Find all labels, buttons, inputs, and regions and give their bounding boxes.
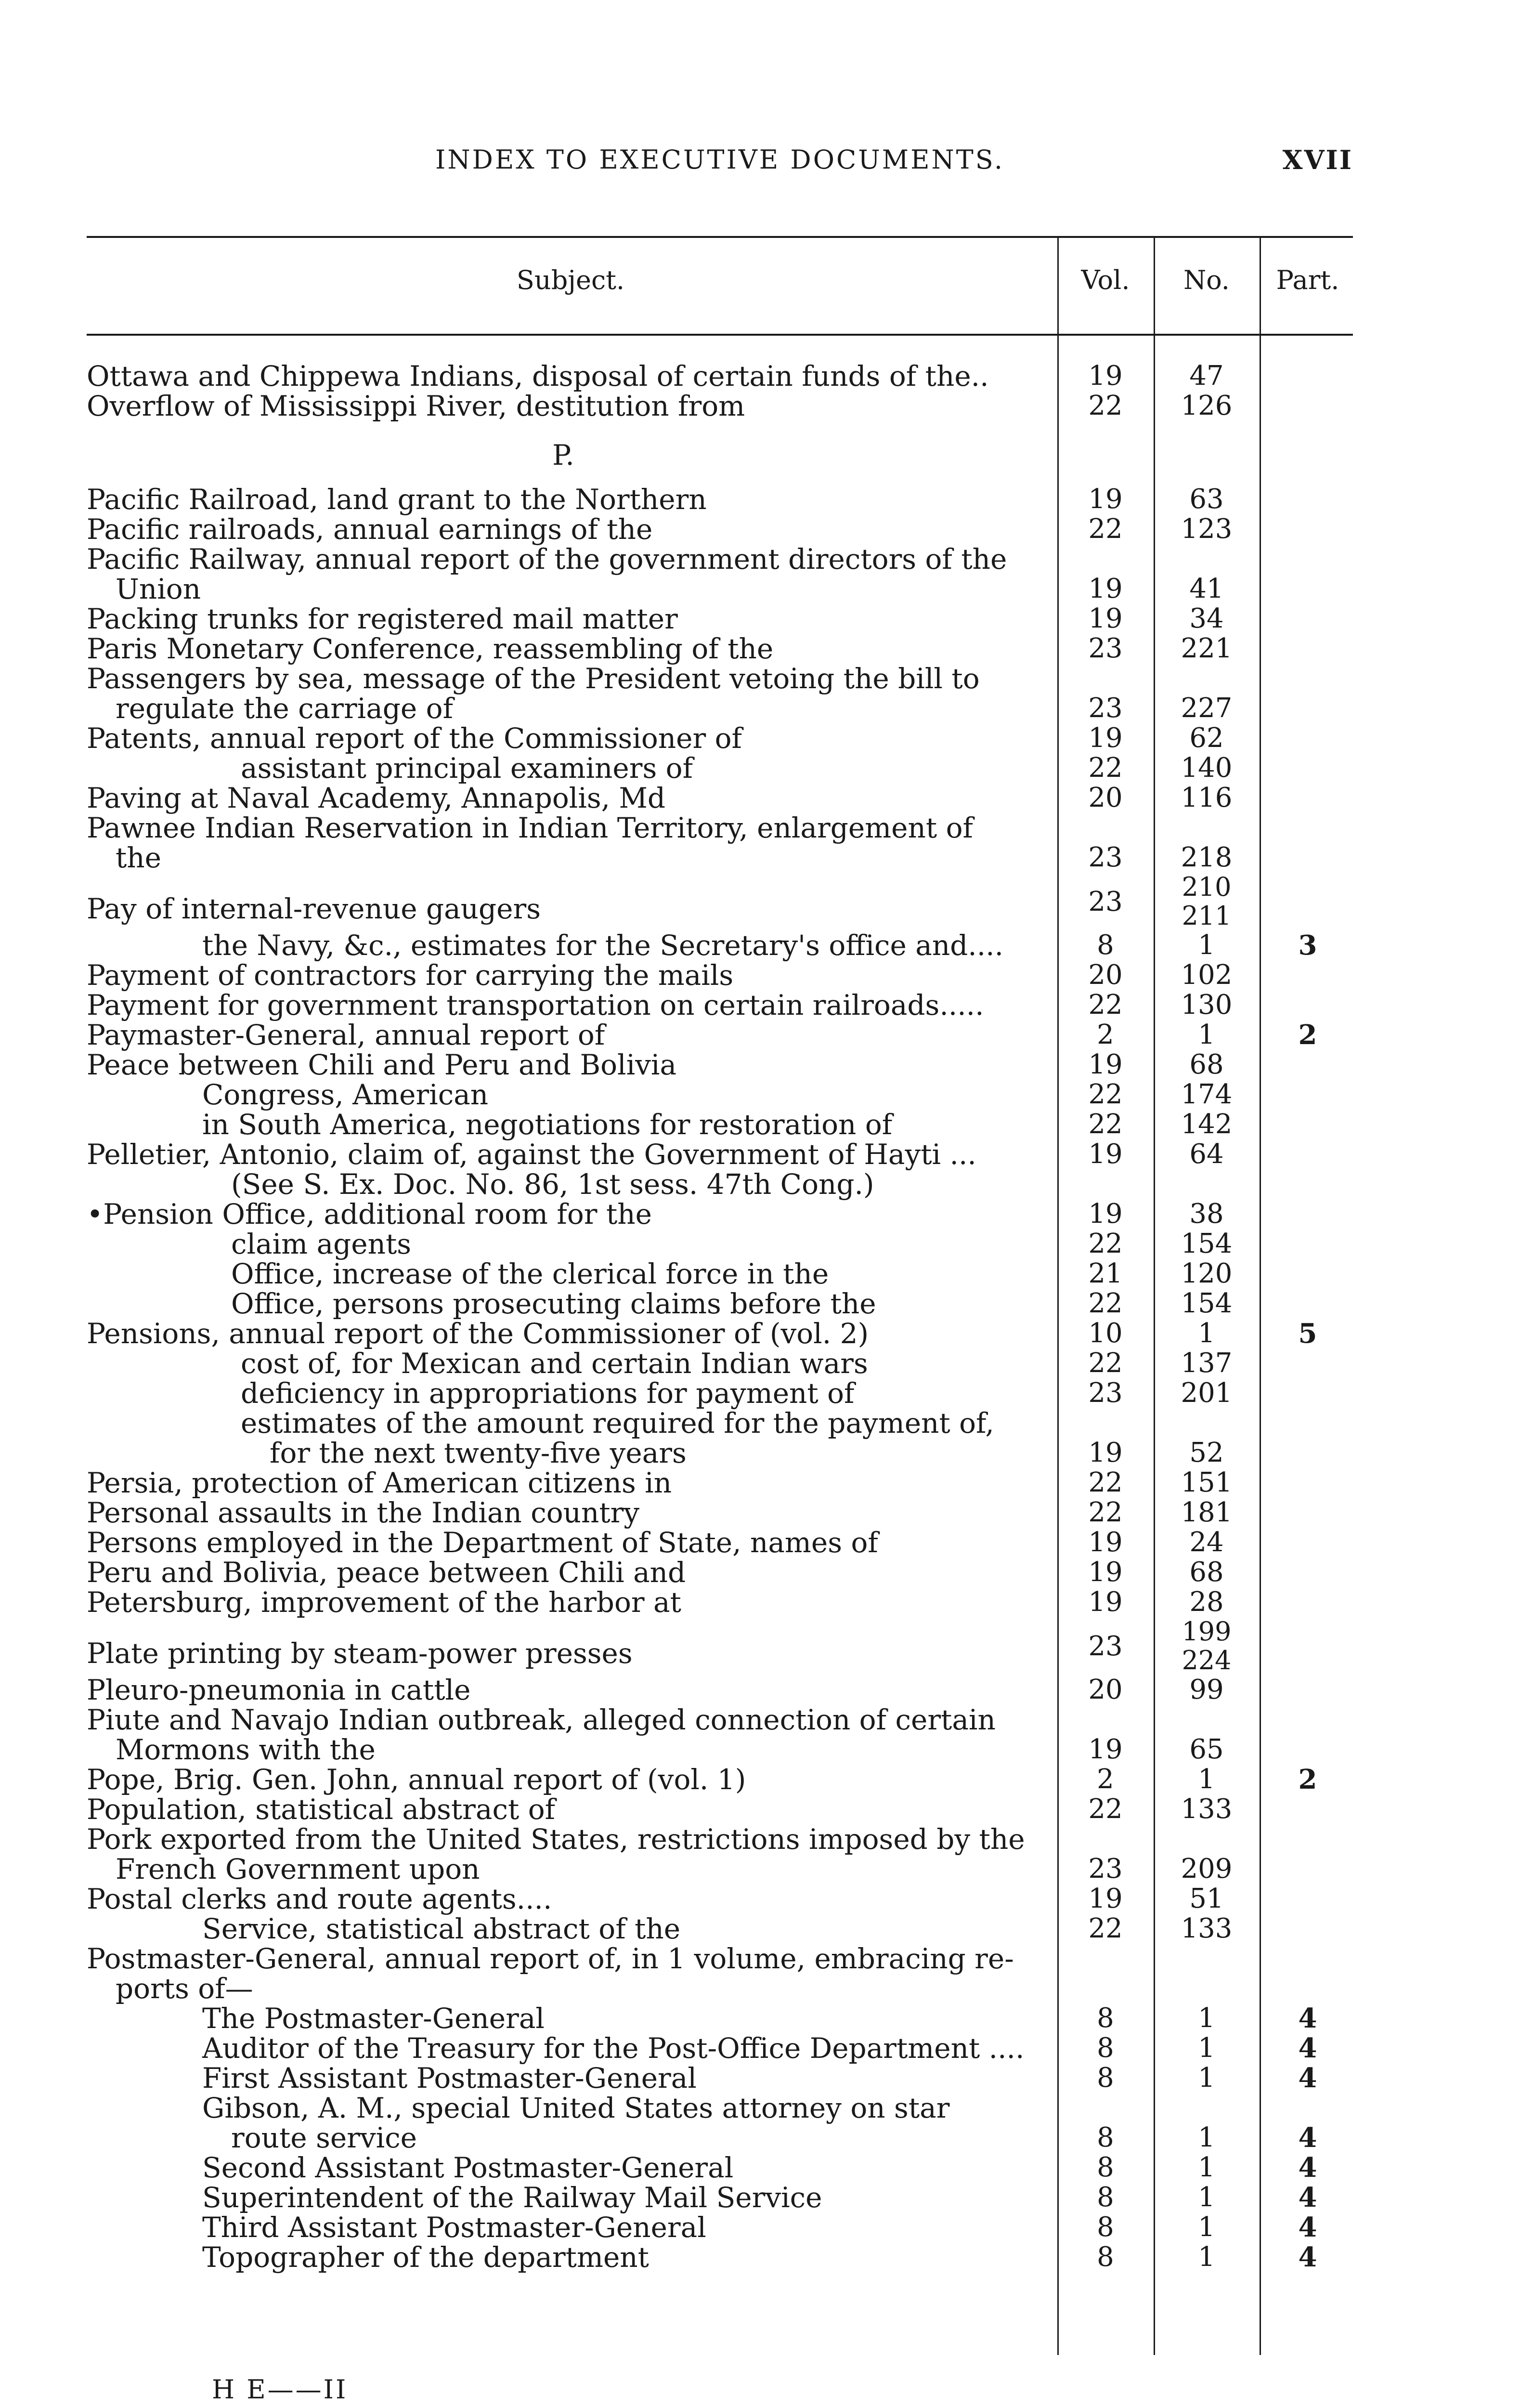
index-entry-row: [87, 604, 1358, 634]
index-entry-row: [87, 2093, 1358, 2123]
entry-no: 68: [1189, 1049, 1224, 1080]
index-entry-row: [87, 574, 1358, 604]
entry-vol: 20: [1088, 959, 1123, 991]
entry-subject: Personal assaults in the Indian country: [87, 1496, 640, 1529]
entry-vol: 22: [1088, 1348, 1123, 1379]
entry-no: 47: [1189, 360, 1224, 392]
entry-vol: 22: [1088, 390, 1123, 421]
entry-vol: 19: [1088, 1883, 1123, 1914]
entry-vol: 22: [1088, 1109, 1123, 1140]
column-header-part: Part.: [1276, 265, 1339, 295]
index-entry-row: [87, 2183, 1358, 2212]
entry-no-brace-item: 211: [1182, 901, 1232, 931]
entry-no: 65: [1189, 1734, 1224, 1765]
entry-subject: deficiency in appropriations for payment of: [241, 1377, 855, 1410]
entry-vol: 23: [1088, 886, 1123, 917]
entry-vol: 8: [1097, 2212, 1114, 2243]
entry-part: 4: [1298, 2062, 1317, 2094]
entry-no: 52: [1189, 1437, 1224, 1468]
index-entry-row: [87, 544, 1358, 574]
entry-no: 218: [1181, 842, 1233, 873]
entry-subject: Office, persons prosecuting claims before the: [231, 1287, 876, 1320]
entry-subject: claim agents: [231, 1228, 412, 1260]
index-entry-row: [87, 514, 1358, 544]
entry-vol: 19: [1088, 1586, 1123, 1618]
index-entry-row: [87, 664, 1358, 694]
entry-subject: Paymaster-General, annual report of: [87, 1019, 605, 1051]
entry-no: 120: [1181, 1258, 1233, 1289]
entry-subject: Pensions, annual report of the Commissioner of (vol. 2): [87, 1317, 869, 1350]
index-entry-row: [87, 2242, 1358, 2272]
entry-subject: Paving at Naval Academy, Annapolis, Md: [87, 782, 666, 814]
entry-part: 4: [1298, 2212, 1317, 2243]
entry-subject: Payment of contractors for carrying the mails: [87, 959, 734, 992]
entry-vol: 8: [1097, 2241, 1114, 2273]
entry-no: 1: [1198, 1318, 1215, 1349]
index-entry-row: [87, 873, 1358, 930]
entry-vol: 22: [1088, 989, 1123, 1021]
entry-vol: 19: [1088, 1198, 1123, 1230]
entry-vol: 19: [1088, 1437, 1123, 1468]
entry-vol: 8: [1097, 2152, 1114, 2183]
entry-vol: 22: [1088, 1288, 1123, 1319]
index-entry-row: [87, 813, 1358, 843]
index-entry-row: [87, 1914, 1358, 1944]
entry-no: 221: [1181, 633, 1233, 664]
index-entry-row: [87, 1765, 1358, 1794]
index-entry-row: [87, 1378, 1358, 1408]
entry-no: 130: [1181, 989, 1233, 1021]
index-entry-row: [87, 1050, 1358, 1080]
entry-no: 68: [1189, 1557, 1224, 1588]
index-entry-row: [87, 1080, 1358, 1110]
entry-vol: 23: [1088, 842, 1123, 873]
index-entry-row: [87, 1854, 1358, 1884]
entry-subject: French Government upon: [116, 1853, 480, 1885]
running-head: [87, 144, 1353, 183]
entry-no-brace-item: 224: [1182, 1645, 1232, 1675]
entry-no-brace-item: 210: [1182, 872, 1232, 902]
entry-no: 140: [1181, 752, 1233, 784]
entry-subject: Topographer of the department: [202, 2241, 649, 2274]
index-entry-row: [87, 2033, 1358, 2063]
entry-vol: 19: [1088, 573, 1123, 604]
entry-vol: 22: [1088, 1793, 1123, 1825]
entry-no: 1: [1198, 2002, 1215, 2034]
entry-subject: Peru and Bolivia, peace between Chili and: [87, 1556, 686, 1589]
entry-subject: •Pension Office, additional room for the: [87, 1198, 652, 1230]
index-entry-row: [87, 2123, 1358, 2153]
entry-subject: Patents, annual report of the Commissioner of: [87, 722, 742, 755]
entry-no: 1: [1198, 2032, 1215, 2064]
index-entry-row: [87, 723, 1358, 753]
entry-no: 154: [1181, 1228, 1233, 1259]
index-entry-row: [87, 1705, 1358, 1735]
entry-vol: 8: [1097, 2002, 1114, 2034]
entry-subject: Congress, American: [202, 1078, 489, 1111]
entry-subject: Third Assistant Postmaster-General: [202, 2211, 706, 2244]
entry-subject: Population, statistical abstract of: [87, 1793, 556, 1826]
entry-part: 3: [1298, 929, 1317, 961]
entry-vol: 23: [1088, 633, 1123, 664]
entry-no: 151: [1181, 1467, 1233, 1498]
index-entry-row: [87, 1468, 1358, 1498]
entry-no: 133: [1181, 1793, 1233, 1825]
index-entry-row: [87, 783, 1358, 813]
column-header-no: No.: [1183, 265, 1230, 295]
page-number: XVII: [1282, 144, 1353, 175]
entry-part: 4: [1298, 2241, 1317, 2273]
entry-no: 1: [1198, 2122, 1215, 2153]
entry-part: 2: [1298, 1019, 1317, 1051]
entry-subject: Pork exported from the United States, restrictions imposed by the: [87, 1823, 1025, 1856]
entry-subject: (See S. Ex. Doc. No. 86, 1st sess. 47th Cong.): [231, 1168, 874, 1201]
entry-vol: 8: [1097, 2032, 1114, 2064]
signature-mark: H E——II: [212, 2374, 348, 2405]
index-entry-row: [87, 1557, 1358, 1587]
table-header-rule: [87, 334, 1353, 336]
entry-no: 1: [1198, 1019, 1215, 1050]
entry-part: 4: [1298, 2122, 1317, 2154]
entry-subject: Passengers by sea, message of the President vetoing the bill to: [87, 662, 980, 695]
entry-vol: 22: [1088, 513, 1123, 545]
index-entry-row: [87, 1438, 1358, 1468]
column-header-subject: Subject.: [516, 265, 625, 295]
entry-vol: 23: [1088, 1631, 1123, 1662]
entry-subject: Petersburg, improvement of the harbor at: [87, 1586, 681, 1619]
entry-vol: 19: [1088, 484, 1123, 515]
entry-vol: 23: [1088, 1853, 1123, 1885]
entry-no: 41: [1189, 573, 1224, 604]
entry-subject: The Postmaster-General: [202, 2002, 545, 2035]
entry-part: 2: [1298, 1764, 1317, 1795]
entry-subject: Service, statistical abstract of the: [202, 1912, 681, 1945]
index-entry-row: [87, 1348, 1358, 1378]
entry-vol: 22: [1088, 1228, 1123, 1259]
index-entry-row: [87, 930, 1358, 960]
entry-vol: 19: [1088, 722, 1123, 754]
index-entry-row: [87, 2003, 1358, 2033]
index-entry-row: [87, 484, 1358, 514]
entry-no: 1: [1198, 929, 1215, 961]
entry-vol: 19: [1088, 360, 1123, 392]
entry-part: 4: [1298, 2032, 1317, 2064]
entry-subject: First Assistant Postmaster-General: [202, 2062, 697, 2094]
entry-subject: Pacific Railroad, land grant to the Northern: [87, 483, 707, 516]
index-entry-row: [87, 1408, 1358, 1438]
entry-no: 209: [1181, 1853, 1233, 1885]
entry-no: 38: [1189, 1198, 1224, 1230]
entry-no: 116: [1181, 782, 1233, 813]
entry-no-brace: [1154, 873, 1260, 930]
entry-subject: estimates of the amount required for the payment of,: [241, 1407, 994, 1440]
entry-no: 99: [1189, 1674, 1224, 1705]
entry-vol: 21: [1088, 1258, 1123, 1289]
entry-vol: 2: [1097, 1764, 1114, 1795]
index-entry-row: [87, 843, 1358, 873]
entry-subject: for the next twenty-five years: [270, 1437, 687, 1469]
entry-subject: ports of—: [116, 1972, 253, 2005]
entry-subject: Persons employed in the Department of State, names of: [87, 1526, 878, 1559]
index-entry-row: [87, 1528, 1358, 1557]
index-entry-row: [87, 2212, 1358, 2242]
entry-subject: Union: [116, 573, 201, 605]
entry-no: 62: [1189, 722, 1224, 754]
entry-no: 137: [1181, 1348, 1233, 1379]
entry-vol: 8: [1097, 2182, 1114, 2213]
index-entry-row: [87, 753, 1358, 783]
entry-subject: Pacific Railway, annual report of the government directors of the: [87, 543, 1007, 576]
entry-subject: Packing trunks for registered mail matter: [87, 602, 678, 635]
entry-vol: 8: [1097, 2122, 1114, 2153]
running-title: INDEX TO EXECUTIVE DOCUMENTS.: [435, 144, 1004, 175]
entry-subject: Pay of internal-revenue gaugers: [87, 892, 541, 925]
entry-subject: regulate the carriage of: [116, 692, 454, 725]
index-entry-row: [87, 1587, 1358, 1617]
entry-no: 154: [1181, 1288, 1233, 1319]
entry-vol: 19: [1088, 1734, 1123, 1765]
entry-no: 133: [1181, 1913, 1233, 1944]
entry-no: 64: [1189, 1139, 1224, 1170]
entry-subject: Persia, protection of American citizens in: [87, 1466, 672, 1499]
entry-subject: Overflow of Mississippi River, destitution from: [87, 390, 745, 422]
entry-no-brace: [1154, 1617, 1260, 1675]
index-entry-row: [87, 1199, 1358, 1229]
entry-no: 1: [1198, 2212, 1215, 2243]
entry-no: 63: [1189, 484, 1224, 515]
entry-subject: Postmaster-General, annual report of, in 1 volume, embracing re-: [87, 1942, 1014, 1975]
entry-subject: Office, increase of the clerical force in the: [231, 1257, 829, 1290]
index-entry-row: [87, 990, 1358, 1020]
entry-vol: 8: [1097, 929, 1114, 961]
index-entry-row: [87, 1974, 1358, 2003]
entry-vol: 19: [1088, 1527, 1123, 1558]
entry-subject: Ottawa and Chippewa Indians, disposal of certain funds of the..: [87, 360, 989, 393]
entry-subject: Pelletier, Antonio, claim of, against the Government of Hayti ...: [87, 1138, 976, 1171]
entry-no: 1: [1198, 2241, 1215, 2273]
entry-vol: 23: [1088, 1377, 1123, 1409]
index-entry-row: [87, 1884, 1358, 1914]
index-entry-row: [87, 2153, 1358, 2183]
index-entry-row: [87, 1735, 1358, 1765]
index-entry-row: [87, 1944, 1358, 1974]
index-entry-row: [87, 1139, 1358, 1169]
entry-no: 1: [1198, 2152, 1215, 2183]
entry-subject: Paris Monetary Conference, reassembling of the: [87, 632, 774, 665]
entry-no: 24: [1189, 1527, 1224, 1558]
entry-vol: 19: [1088, 1139, 1123, 1170]
entry-vol: 22: [1088, 752, 1123, 784]
entry-subject: Plate printing by steam-power presses: [87, 1637, 633, 1670]
entry-subject: Piute and Navajo Indian outbreak, alleged connection of certain: [87, 1703, 996, 1736]
entry-subject: cost of, for Mexican and certain Indian wars: [241, 1347, 868, 1380]
entry-no: 142: [1181, 1109, 1233, 1140]
index-entry-row: [87, 1824, 1358, 1854]
entry-no: 174: [1181, 1079, 1233, 1110]
index-entry-row: [87, 1229, 1358, 1259]
index-entry-row: [87, 1617, 1358, 1675]
index-entries: [87, 361, 1358, 2272]
entry-subject: Mormons with the: [116, 1733, 376, 1766]
entry-no: 1: [1198, 2062, 1215, 2094]
table-top-rule: [87, 236, 1353, 238]
entry-vol: 20: [1088, 1674, 1123, 1705]
index-entry-row: [87, 1020, 1358, 1050]
section-letter: P.: [552, 439, 574, 471]
entry-subject: the: [116, 841, 161, 874]
entry-part: 4: [1298, 2182, 1317, 2213]
entry-subject: Pope, Brig. Gen. John, annual report of (vol. 1): [87, 1763, 746, 1796]
entry-no: 28: [1189, 1586, 1224, 1618]
entry-subject: Pacific railroads, annual earnings of the: [87, 513, 653, 546]
entry-part: 4: [1298, 2152, 1317, 2184]
entry-subject: Pleuro-pneumonia in cattle: [87, 1674, 471, 1706]
entry-vol: 2: [1097, 1019, 1114, 1050]
entry-no: 201: [1181, 1377, 1233, 1409]
index-entry-row: [87, 1319, 1358, 1348]
entry-no: 34: [1189, 603, 1224, 634]
index-entry-row: [87, 694, 1358, 723]
entry-vol: 22: [1088, 1913, 1123, 1944]
entry-vol: 19: [1088, 603, 1123, 634]
entry-no: 227: [1181, 693, 1233, 724]
column-header-vol: Vol.: [1081, 265, 1130, 295]
index-entry-row: [87, 2063, 1358, 2093]
entry-subject: Gibson, A. M., special United States attorney on star: [202, 2092, 950, 2124]
entry-vol: 19: [1088, 1557, 1123, 1588]
entry-subject: Second Assistant Postmaster-General: [202, 2151, 734, 2184]
entry-subject: Payment for government transportation on certain railroads.....: [87, 989, 984, 1021]
index-entry-row: [87, 1289, 1358, 1319]
index-entry-row: [87, 1794, 1358, 1824]
entry-subject: Pawnee Indian Reservation in Indian Territory, enlargement of: [87, 811, 973, 844]
index-entry-row: [87, 1675, 1358, 1705]
index-entry-row: [87, 960, 1358, 990]
entry-part: 5: [1298, 1318, 1317, 1349]
entry-vol: 10: [1088, 1318, 1123, 1349]
entry-no: 51: [1189, 1883, 1224, 1914]
index-entry-row: [87, 1169, 1358, 1199]
entry-subject: assistant principal examiners of: [241, 752, 693, 785]
entry-subject: in South America, negotiations for restoration of: [202, 1108, 893, 1141]
entry-subject: Superintendent of the Railway Mail Service: [202, 2181, 822, 2214]
entry-no: 123: [1181, 513, 1233, 545]
entry-no: 1: [1198, 1764, 1215, 1795]
index-entry-row: [87, 1498, 1358, 1528]
entry-no-brace-item: 199: [1182, 1616, 1232, 1647]
entry-no: 126: [1181, 390, 1233, 421]
entry-vol: 22: [1088, 1467, 1123, 1498]
index-entry-row: [87, 361, 1358, 391]
index-entry-row: [87, 1259, 1358, 1289]
entry-subject: route service: [231, 2121, 417, 2154]
entry-vol: 23: [1088, 693, 1123, 724]
entry-vol: 22: [1088, 1497, 1123, 1528]
entry-subject: Peace between Chili and Peru and Bolivia: [87, 1048, 677, 1081]
entry-subject: Auditor of the Treasury for the Post-Office Department ....: [202, 2032, 1025, 2065]
index-entry-row: [87, 634, 1358, 664]
entry-vol: 22: [1088, 1079, 1123, 1110]
entry-vol: 20: [1088, 782, 1123, 813]
entry-no: 181: [1181, 1497, 1233, 1528]
entry-vol: 19: [1088, 1049, 1123, 1080]
entry-part: 4: [1298, 2002, 1317, 2034]
entry-no: 1: [1198, 2182, 1215, 2213]
entry-no: 102: [1181, 959, 1233, 991]
entry-vol: 8: [1097, 2062, 1114, 2094]
entry-subject: Postal clerks and route agents....: [87, 1883, 552, 1915]
index-entry-row: [87, 1110, 1358, 1139]
entry-subject: the Navy, &c., estimates for the Secretary's office and....: [202, 929, 1004, 962]
index-entry-row: [87, 391, 1358, 421]
